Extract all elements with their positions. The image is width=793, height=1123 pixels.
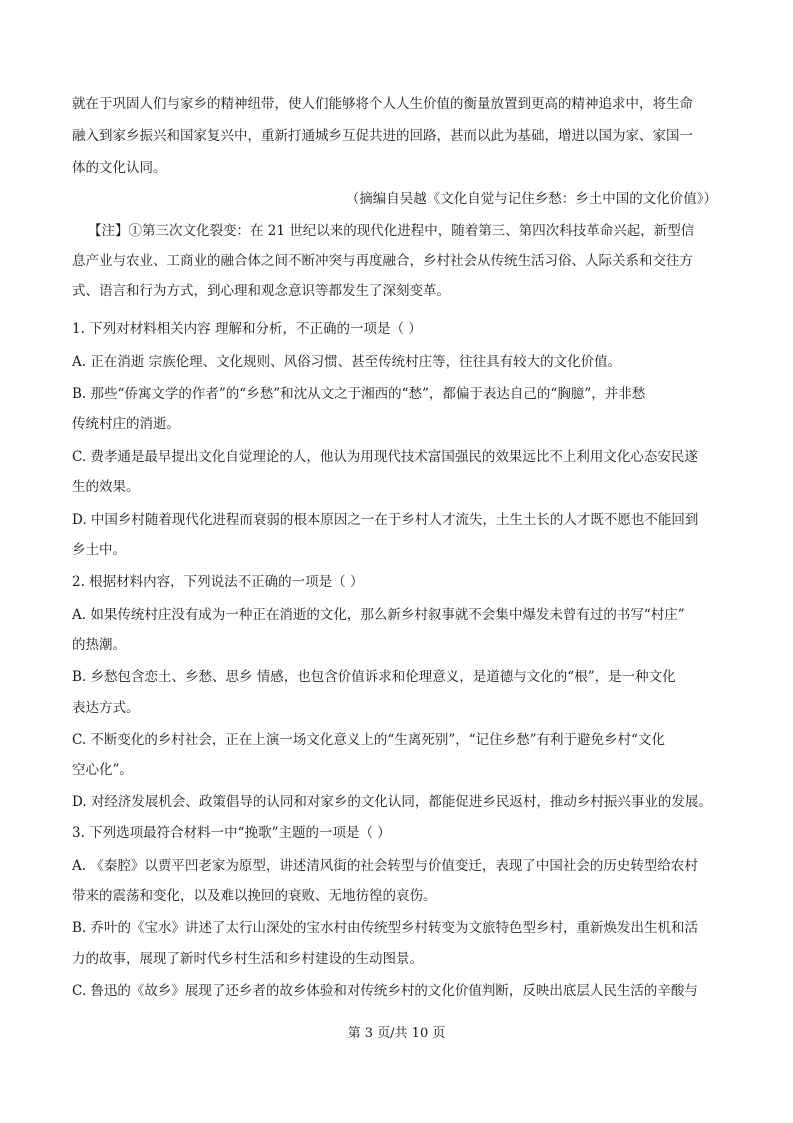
q3-option-c: C. 鲁迅的《故乡》展现了还乡者的故乡体验和对传统乡村的文化价值判断，反映出底层人民生活的辛酸与 <box>72 983 698 999</box>
q2-option-c: C. 不断变化的乡村社会，正在上演一场文化意义上的“生离死别”，“记住乡愁”有利于避免乡村“文化 <box>72 732 665 748</box>
q2-option-b-cont: 表达方式。 <box>72 700 140 716</box>
q3-option-b: B. 乔叶的《宝水》讲述了太行山深处的宝水村由传统型乡村转变为文旅特色型乡村，重新焕发出生机和活 <box>72 920 699 936</box>
q2-option-d: D. 对经济发展机会、政策倡导的认同和对家乡的文化认同，都能促进乡民返村，推动乡村振兴事业的发展。 <box>72 794 712 810</box>
q2-option-c-cont: 空心化”。 <box>72 762 133 778</box>
passage-line-2: 融入到家乡振兴和国家复兴中，重新打通城乡互促共进的回路，甚而以此为基础，增进以国为家、家国一 <box>72 128 693 144</box>
note-line-1: 【注】①第三次文化裂变：在 21 世纪以来的现代化进程中，随着第三、第四次科技革命兴起，新型信 <box>88 223 695 239</box>
q1-option-c-cont: 生的效果。 <box>72 479 140 495</box>
q3-option-a-cont: 带来的震荡和变化，以及难以挽回的衰败、无地彷徨的哀伤。 <box>72 888 437 904</box>
q1-option-b: B. 那些“侨寓文学的作者”的“乡愁”和沈从文之于湘西的“愁”，都偏于表达自己的“胸臆”，并非愁 <box>72 386 646 402</box>
passage-line-1: 就在于巩固人们与家乡的精神纽带，使人们能够将个人人生价值的衡量放置到更高的精神追求中，将生命 <box>72 96 693 112</box>
q1-option-d-cont: 乡土中。 <box>72 542 126 558</box>
q1-option-c: C. 费孝通是最早提出文化自觉理论的人，他认为用现代技术富国强民的效果远比不上利用文化心态安民遂 <box>72 449 698 465</box>
question-1-stem: 1. 下列对材料相关内容 理解和分析，不正确的一项是（ ） <box>72 321 422 337</box>
question-2-stem: 2. 根据材料内容，下列说法不正确的一项是（ ） <box>72 574 364 590</box>
page-footer: 第 3 页/共 10 页 <box>347 1026 446 1041</box>
q3-option-a: A. 《秦腔》以贾平凹老家为原型，讲述清风街的社会转型与价值变迁，表现了中国社会的历史转型给农村 <box>72 858 698 874</box>
passage-source: （摘编自吴越《文化自觉与记住乡愁：乡土中国的文化价值》） <box>345 191 717 207</box>
question-3-stem: 3. 下列选项最符合材料一中“挽歌”主题的一项是（ ） <box>72 825 391 841</box>
q3-option-b-cont: 力的故事，展现了新时代乡村生活和乡村建设的生动图景。 <box>72 951 423 967</box>
passage-line-3: 体的文化认同。 <box>72 160 167 176</box>
note-line-3: 式、语言和行为方式，到心理和观念意识等都发生了深刻变革。 <box>72 283 450 299</box>
q1-option-a: A. 正在消逝 宗族伦理、文化规则、风俗习惯、甚至传统村庄等，往往具有较大的文化价值。 <box>72 354 622 370</box>
q2-option-a-cont: 的热潮。 <box>72 637 126 653</box>
q2-option-b: B. 乡愁包含恋土、乡愁、思乡 情感，也包含价值诉求和伦理意义，是道德与文化的“根”，是一种文化 <box>72 669 676 685</box>
q1-option-d: D. 中国乡村随着现代化进程而衰弱的根本原因之一在于乡村人才流失，土生土长的人才既不愿也不能回到 <box>72 512 699 528</box>
q2-option-a: A. 如果传统村庄没有成为一种正在消逝的文化，那么新乡村叙事就不会集中爆发未曾有过的书写“村庄” <box>72 607 685 623</box>
note-line-2: 息产业与农业、工商业的融合体之间不断冲突与再度融合，乡村社会从传统生活习俗、人际关系和交往方 <box>72 253 693 269</box>
q1-option-b-cont: 传统村庄的消逝。 <box>72 416 180 432</box>
